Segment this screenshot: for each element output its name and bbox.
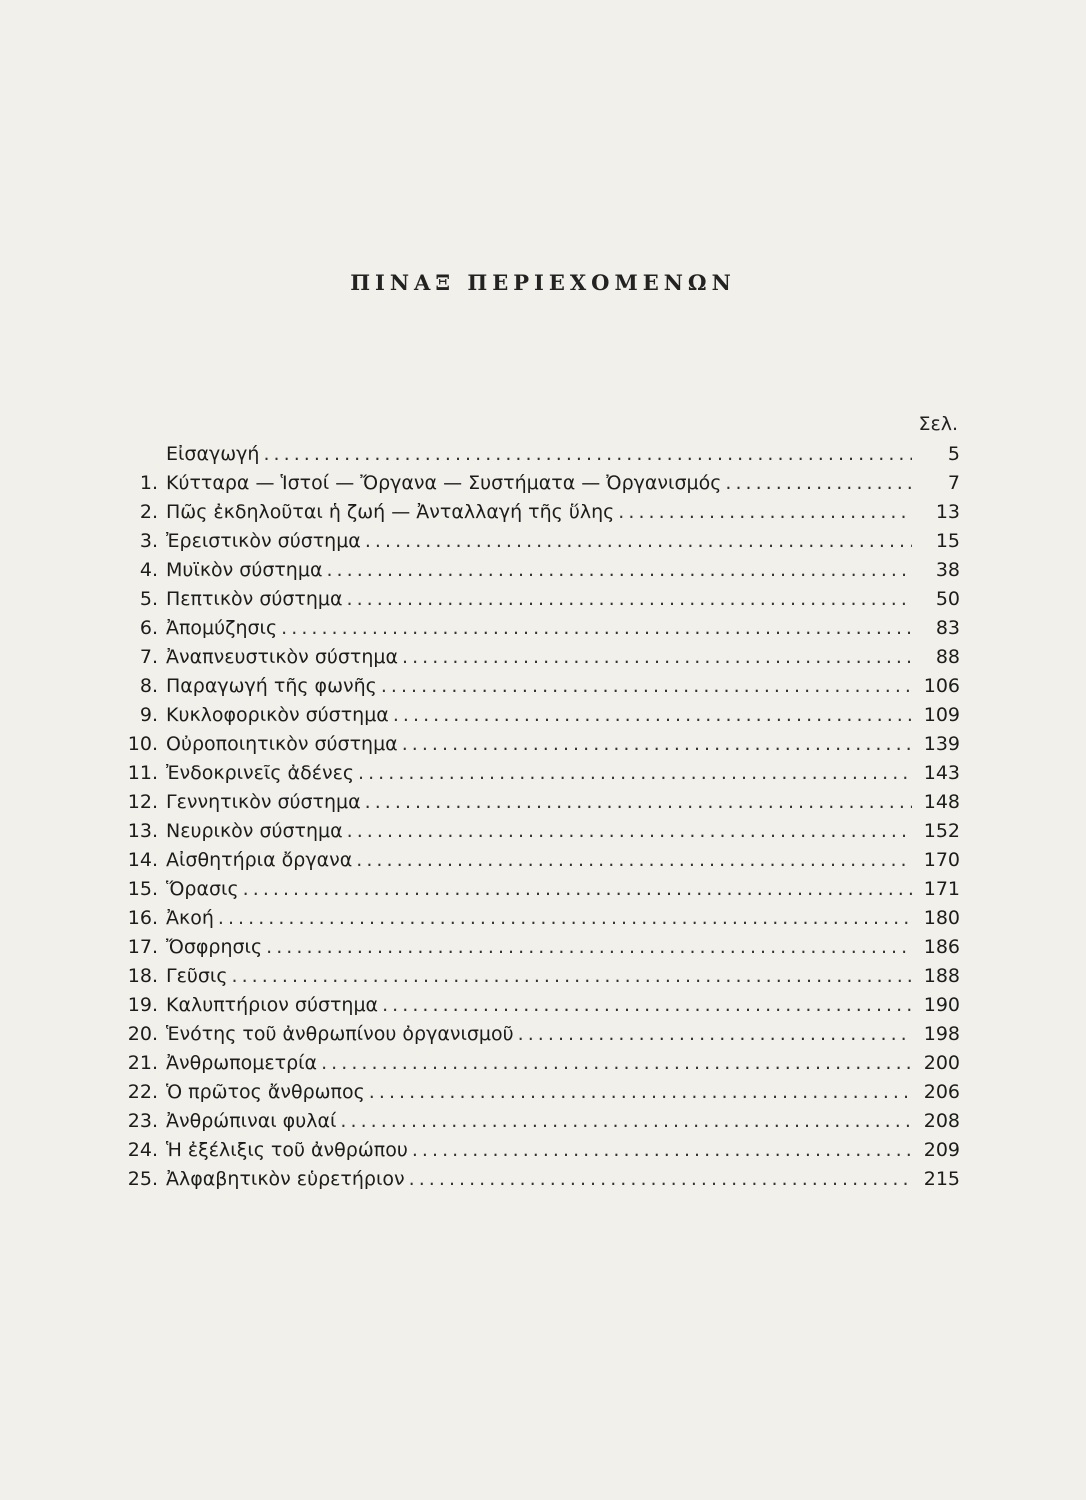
dot-leader bbox=[347, 817, 912, 846]
toc-entry-page: 106 bbox=[923, 675, 960, 697]
toc-entry-number: 5. bbox=[139, 588, 158, 610]
toc-entry bbox=[120, 846, 960, 875]
toc-entry-page: 38 bbox=[935, 559, 960, 581]
dot-leader bbox=[518, 1020, 912, 1049]
toc-entry-page: 206 bbox=[923, 1081, 960, 1103]
toc-entry-page: 215 bbox=[923, 1168, 960, 1190]
toc-entry bbox=[120, 672, 960, 701]
toc-entry-number: 22. bbox=[127, 1081, 158, 1103]
toc-entry-number: 16. bbox=[127, 907, 158, 929]
toc-entry-page: 186 bbox=[923, 936, 960, 958]
dot-leader bbox=[381, 672, 912, 701]
toc-entry-title: Νευρικὸν σύστημα bbox=[166, 820, 343, 842]
toc-entry bbox=[120, 1107, 960, 1136]
toc-entry-number: 19. bbox=[127, 994, 158, 1016]
toc-entry bbox=[120, 585, 960, 614]
toc-entry-number: 23. bbox=[127, 1110, 158, 1132]
toc-entry bbox=[120, 701, 960, 730]
dot-leader bbox=[618, 498, 912, 527]
toc-entry-number: 8. bbox=[139, 675, 158, 697]
toc-entry-title: Ἐνδοκρινεῖς ἀδένες bbox=[166, 762, 355, 784]
toc-entry-number: 4. bbox=[139, 559, 158, 581]
toc-entry-title: Αἰσθητήρια ὄργανα bbox=[166, 849, 353, 871]
toc-entry-number: 2. bbox=[139, 501, 158, 523]
toc-entry-page: 171 bbox=[923, 878, 960, 900]
toc-entry-title: Ἀκοή bbox=[166, 907, 214, 929]
dot-leader bbox=[402, 730, 912, 759]
dot-leader bbox=[218, 904, 912, 933]
toc-entry-title: Γεννητικὸν σύστημα bbox=[166, 791, 361, 813]
toc-entry-page: 83 bbox=[935, 617, 960, 639]
toc-entry-page: 143 bbox=[923, 762, 960, 784]
toc-entry bbox=[120, 1165, 960, 1194]
dot-leader bbox=[369, 1078, 912, 1107]
toc-entry-number: 18. bbox=[127, 965, 158, 987]
toc-entry bbox=[120, 904, 960, 933]
toc-entry-page: 152 bbox=[923, 820, 960, 842]
dot-leader bbox=[347, 585, 912, 614]
toc-entry-title: Ἑνότης τοῦ ἀνθρωπίνου ὀργανισμοῦ bbox=[166, 1023, 514, 1045]
dot-leader bbox=[263, 440, 912, 469]
dot-leader bbox=[326, 556, 912, 585]
toc-entry bbox=[120, 614, 960, 643]
dot-leader bbox=[365, 788, 912, 817]
dot-leader bbox=[409, 1165, 912, 1194]
dot-leader bbox=[358, 759, 912, 788]
toc-entry-number: 11. bbox=[127, 762, 158, 784]
toc-entry-number: 21. bbox=[127, 1052, 158, 1074]
toc-entry-number: 12. bbox=[127, 791, 158, 813]
toc-entry bbox=[120, 991, 960, 1020]
toc-entry-title: Πῶς ἐκδηλοῦται ἡ ζωή — Ἀνταλλαγή τῆς ὕλης bbox=[166, 501, 615, 523]
toc-entry bbox=[120, 1078, 960, 1107]
table-of-contents bbox=[120, 440, 960, 1194]
toc-entry bbox=[120, 962, 960, 991]
toc-entry-page: 198 bbox=[923, 1023, 960, 1045]
toc-entry-page: 5 bbox=[947, 443, 960, 465]
toc-entry-page: 148 bbox=[923, 791, 960, 813]
page-title: ΠΙΝΑΞ ΠΕΡΙΕΧΟΜΕΝΩΝ bbox=[350, 270, 736, 295]
dot-leader bbox=[231, 962, 912, 991]
toc-entry-number: 3. bbox=[139, 530, 158, 552]
toc-entry bbox=[120, 730, 960, 759]
dot-leader bbox=[393, 701, 912, 730]
dot-leader bbox=[243, 875, 912, 904]
toc-entry-title: Ἀλφαβητικὸν εὑρετήριον bbox=[166, 1168, 405, 1190]
toc-entry-page: 15 bbox=[935, 530, 960, 552]
toc-entry-title: Ὁ πρῶτος ἄνθρωπος bbox=[166, 1081, 365, 1103]
toc-entry-title: Ἀναπνευστικὸν σύστημα bbox=[166, 646, 399, 668]
dot-leader bbox=[412, 1136, 912, 1165]
toc-entry bbox=[120, 556, 960, 585]
dot-leader bbox=[266, 933, 912, 962]
toc-entry bbox=[120, 875, 960, 904]
toc-entry bbox=[120, 440, 960, 469]
toc-entry bbox=[120, 498, 960, 527]
dot-leader bbox=[340, 1107, 912, 1136]
toc-entry-page: 209 bbox=[923, 1139, 960, 1161]
dot-leader bbox=[321, 1049, 912, 1078]
toc-entry-number: 24. bbox=[127, 1139, 158, 1161]
toc-entry-page: 200 bbox=[923, 1052, 960, 1074]
toc-entry-page: 139 bbox=[923, 733, 960, 755]
toc-entry-title: Μυϊκὸν σύστημα bbox=[166, 559, 323, 581]
toc-entry-title: Παραγωγή τῆς φωνῆς bbox=[166, 675, 377, 697]
toc-entry-title: Ἀνθρώπιναι φυλαί bbox=[166, 1110, 337, 1132]
toc-entry bbox=[120, 933, 960, 962]
toc-entry bbox=[120, 643, 960, 672]
toc-entry-page: 180 bbox=[923, 907, 960, 929]
toc-entry-page: 170 bbox=[923, 849, 960, 871]
toc-entry-title: Κύτταρα — Ἱστοί — Ὄργανα — Συστήματα — Ὀργανισμός bbox=[166, 472, 722, 494]
toc-entry-number: 17. bbox=[127, 936, 158, 958]
toc-entry-number: 25. bbox=[127, 1168, 158, 1190]
toc-entry-title: Ἀνθρωπομετρία bbox=[166, 1052, 318, 1074]
toc-entry-number: 9. bbox=[139, 704, 158, 726]
dot-leader bbox=[281, 614, 912, 643]
toc-entry-title: Καλυπτήριον σύστημα bbox=[166, 994, 379, 1016]
dot-leader bbox=[382, 991, 912, 1020]
toc-entry-page: 188 bbox=[923, 965, 960, 987]
page-column-label: Σελ. bbox=[918, 413, 958, 435]
toc-entry-page: 50 bbox=[935, 588, 960, 610]
toc-entry-page: 88 bbox=[935, 646, 960, 668]
toc-entry bbox=[120, 1049, 960, 1078]
toc-entry-number: 13. bbox=[127, 820, 158, 842]
dot-leader bbox=[356, 846, 912, 875]
toc-entry-number: 1. bbox=[139, 472, 158, 494]
toc-entry-number: 7. bbox=[139, 646, 158, 668]
toc-entry bbox=[120, 759, 960, 788]
toc-entry bbox=[120, 527, 960, 556]
toc-entry bbox=[120, 469, 960, 498]
toc-entry-number: 14. bbox=[127, 849, 158, 871]
toc-entry-number: 15. bbox=[127, 878, 158, 900]
toc-entry-title: Ἡ ἐξέλιξις τοῦ ἀνθρώπου bbox=[166, 1139, 408, 1161]
toc-entry-page: 7 bbox=[947, 472, 960, 494]
toc-entry-title: Ἐρειστικὸν σύστημα bbox=[166, 530, 361, 552]
toc-entry-title: Ὅρασις bbox=[166, 878, 239, 900]
toc-entry-number: 10. bbox=[127, 733, 158, 755]
dot-leader bbox=[402, 643, 912, 672]
toc-entry-title: Ὄσφρησις bbox=[166, 936, 263, 958]
toc-entry-title: Εἰσαγωγή bbox=[166, 443, 260, 465]
toc-entry-page: 190 bbox=[923, 994, 960, 1016]
toc-entry bbox=[120, 1020, 960, 1049]
toc-entry bbox=[120, 1136, 960, 1165]
toc-entry-title: Πεπτικὸν σύστημα bbox=[166, 588, 343, 610]
toc-entry-title: Κυκλοφορικὸν σύστημα bbox=[166, 704, 389, 726]
toc-entry bbox=[120, 788, 960, 817]
toc-entry-title: Οὐροποιητικὸν σύστημα bbox=[166, 733, 398, 755]
toc-entry-page: 13 bbox=[935, 501, 960, 523]
toc-entry-page: 208 bbox=[923, 1110, 960, 1132]
dot-leader bbox=[365, 527, 912, 556]
dot-leader bbox=[725, 469, 912, 498]
toc-entry bbox=[120, 817, 960, 846]
toc-entry-title: Ἀπομύζησις bbox=[166, 617, 278, 639]
toc-entry-page: 109 bbox=[923, 704, 960, 726]
toc-entry-title: Γεῦσις bbox=[166, 965, 228, 987]
toc-entry-number: 20. bbox=[127, 1023, 158, 1045]
toc-entry-number: 6. bbox=[139, 617, 158, 639]
